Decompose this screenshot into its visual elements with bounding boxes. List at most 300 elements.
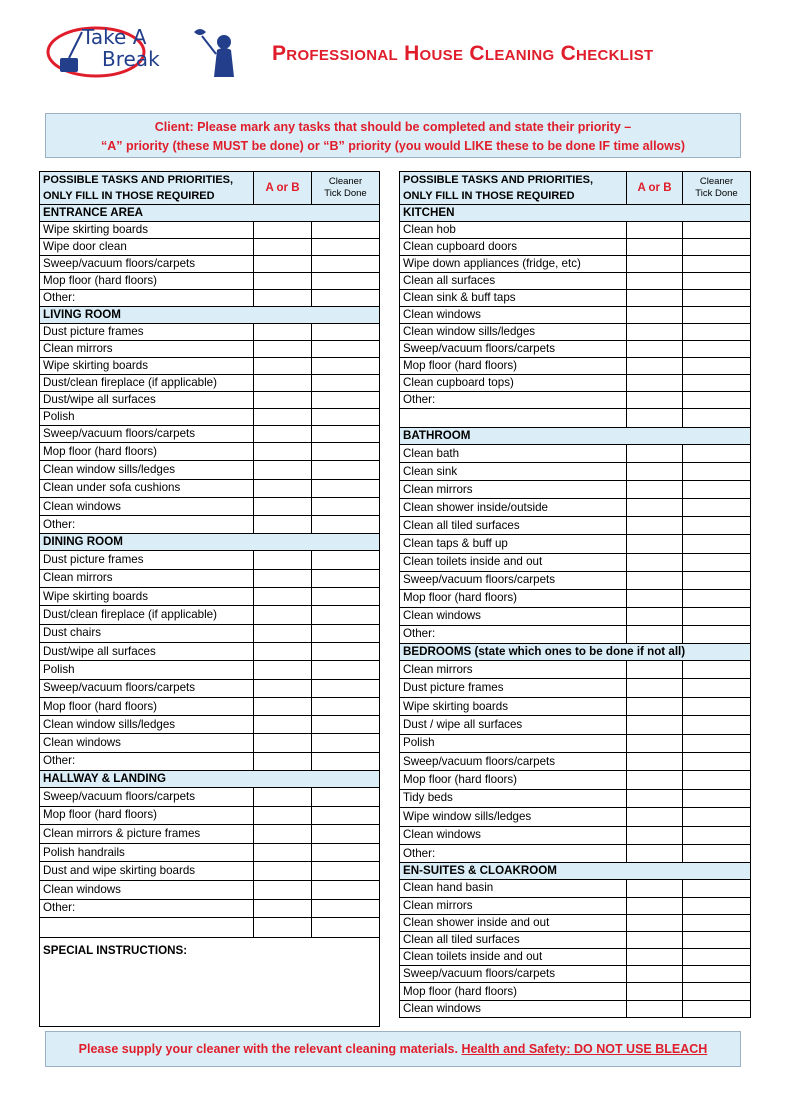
cleaner-tick-cell[interactable] [312, 661, 380, 679]
priority-cell[interactable] [627, 844, 683, 862]
task-label: Other: [400, 625, 627, 643]
task-row [40, 661, 380, 679]
cleaner-tick-cell[interactable] [312, 734, 380, 752]
task-label: Mop floor (hard floors) [40, 697, 254, 715]
task-row [400, 409, 751, 428]
task-label: Mop floor (hard floors) [400, 589, 627, 607]
priority-cell[interactable] [627, 481, 683, 499]
section-header-row [40, 205, 380, 222]
safety-warning: Health and Safety: DO NOT USE BLEACH [461, 1042, 708, 1056]
special-instructions-box[interactable] [40, 958, 380, 1027]
task-label: Clean shower inside and out [400, 914, 627, 931]
task-label: Wipe skirting boards [40, 358, 254, 375]
task-row [400, 949, 751, 966]
priority-cell[interactable] [254, 806, 312, 825]
priority-cell[interactable] [627, 607, 683, 625]
priority-cell[interactable] [254, 752, 312, 770]
cleaner-tick-cell[interactable] [683, 392, 751, 409]
task-row [400, 375, 751, 392]
special-instructions-field[interactable] [40, 958, 380, 1027]
priority-cell[interactable] [627, 239, 683, 256]
section-title: ENTRANCE AREA [40, 205, 380, 222]
task-row [400, 392, 751, 409]
priority-cell[interactable] [254, 642, 312, 660]
logo-text-line2: Break [102, 47, 160, 71]
cleaner-tick-cell[interactable] [683, 341, 751, 358]
cleaner-tick-cell[interactable] [312, 752, 380, 770]
cleaner-tick-cell[interactable] [683, 358, 751, 375]
cleaner-tick-cell[interactable] [312, 806, 380, 825]
cleaner-tick-cell[interactable] [683, 409, 751, 428]
cleaner-tick-cell[interactable] [312, 716, 380, 734]
task-row [400, 625, 751, 643]
cleaner-tick-cell[interactable] [312, 409, 380, 426]
cleaner-tick-cell[interactable] [683, 222, 751, 239]
task-label: Other: [40, 290, 254, 307]
task-label: Clean mirrors & picture frames [40, 825, 254, 844]
task-label: Other: [40, 899, 254, 918]
task-row [400, 290, 751, 307]
cleaner-tick-cell[interactable] [683, 324, 751, 341]
task-label: Clean windows [400, 1000, 627, 1017]
cleaner-tick-cell[interactable] [683, 589, 751, 607]
task-label: Clean taps & buff up [400, 535, 627, 553]
priority-cell[interactable] [627, 290, 683, 307]
priority-cell[interactable] [254, 661, 312, 679]
priority-cell[interactable] [254, 825, 312, 844]
priority-cell[interactable] [627, 358, 683, 375]
priority-cell[interactable] [627, 931, 683, 948]
task-label: Sweep/vacuum floors/carpets [40, 256, 254, 273]
task-label: Polish handrails [40, 843, 254, 862]
task-label: Clean windows [40, 497, 254, 515]
task-row [400, 679, 751, 697]
priority-cell[interactable] [627, 499, 683, 517]
task-row [400, 571, 751, 589]
task-row [400, 771, 751, 789]
priority-cell[interactable] [254, 679, 312, 697]
priority-cell[interactable] [254, 479, 312, 497]
priority-header: A or B [627, 172, 683, 205]
cleaner-tick-cell[interactable] [683, 307, 751, 324]
priority-cell[interactable] [254, 426, 312, 443]
priority-cell[interactable] [627, 341, 683, 358]
task-label: Sweep/vacuum floors/carpets [400, 966, 627, 983]
logo-text-line1: Take A [82, 25, 147, 49]
priority-cell[interactable] [254, 256, 312, 273]
cleaner-tick-cell[interactable] [312, 569, 380, 587]
section-header-row [400, 205, 751, 222]
priority-cell[interactable] [627, 1000, 683, 1017]
priority-cell[interactable] [254, 324, 312, 341]
task-label: Wipe window sills/ledges [400, 808, 627, 826]
cleaner-tick-cell[interactable] [312, 392, 380, 409]
task-row [400, 222, 751, 239]
cleaner-tick-cell[interactable] [312, 642, 380, 660]
cleaner-tick-cell[interactable] [683, 625, 751, 643]
task-label: Mop floor (hard floors) [400, 983, 627, 1000]
task-row [40, 516, 380, 534]
priority-cell[interactable] [254, 375, 312, 392]
task-label: Dust/wipe all surfaces [40, 642, 254, 660]
task-row [40, 918, 380, 938]
cleaner-tick-cell[interactable] [683, 1000, 751, 1017]
cleaner-tick-cell[interactable] [312, 497, 380, 515]
cleaner-tick-cell[interactable] [683, 949, 751, 966]
cleaner-tick-cell[interactable] [312, 375, 380, 392]
task-row [40, 461, 380, 479]
cleaner-tick-cell[interactable] [312, 324, 380, 341]
priority-cell[interactable] [254, 239, 312, 256]
task-label: Sweep/vacuum floors/carpets [400, 571, 627, 589]
priority-cell[interactable] [254, 588, 312, 606]
task-label [400, 409, 627, 428]
task-label: Clean toilets inside and out [400, 949, 627, 966]
task-row [400, 607, 751, 625]
section-title: BEDROOMS (state which ones to be done if not all) [400, 644, 751, 661]
cleaner-tick-cell[interactable] [312, 843, 380, 862]
task-label: Wipe door clean [40, 239, 254, 256]
priority-cell[interactable] [627, 880, 683, 897]
priority-cell[interactable] [627, 752, 683, 770]
task-label: Clean window sills/ledges [40, 716, 254, 734]
task-label: Polish [400, 734, 627, 752]
task-label: Mop floor (hard floors) [400, 771, 627, 789]
task-row [400, 535, 751, 553]
priority-cell[interactable] [627, 463, 683, 481]
task-label: Dust/clean fireplace (if applicable) [40, 375, 254, 392]
priority-cell[interactable] [254, 516, 312, 534]
tasks-header: POSSIBLE TASKS AND PRIORITIES, ONLY FILL IN THOSE REQUIRED [40, 172, 254, 205]
cleaner-tick-cell[interactable] [312, 358, 380, 375]
task-row [400, 826, 751, 844]
priority-cell[interactable] [254, 697, 312, 715]
cleaner-tick-cell[interactable] [312, 551, 380, 569]
cleaner-header: Cleaner Tick Done [683, 172, 751, 205]
task-label: Dust picture frames [40, 324, 254, 341]
section-header-row [400, 863, 751, 880]
task-row [40, 551, 380, 569]
priority-cell[interactable] [627, 716, 683, 734]
cleaner-tick-cell[interactable] [683, 752, 751, 770]
task-row [400, 716, 751, 734]
task-label: Sweep/vacuum floors/carpets [400, 752, 627, 770]
priority-cell[interactable] [254, 409, 312, 426]
priority-cell[interactable] [627, 571, 683, 589]
task-label: Other: [400, 392, 627, 409]
task-row [400, 324, 751, 341]
cleaner-tick-cell[interactable] [683, 553, 751, 571]
task-label: Wipe skirting boards [40, 222, 254, 239]
cleaner-tick-cell[interactable] [683, 983, 751, 1000]
task-label: Other: [40, 516, 254, 534]
task-label: Clean all surfaces [400, 273, 627, 290]
priority-cell[interactable] [627, 983, 683, 1000]
task-row [40, 788, 380, 807]
cleaner-tick-cell[interactable] [312, 862, 380, 881]
cleaner-tick-cell[interactable] [683, 661, 751, 679]
priority-cell[interactable] [254, 273, 312, 290]
cleaner-tick-cell[interactable] [683, 789, 751, 807]
cleaner-tick-cell[interactable] [683, 826, 751, 844]
cleaner-tick-cell[interactable] [683, 463, 751, 481]
task-label: Clean windows [400, 826, 627, 844]
task-row [40, 273, 380, 290]
cleaner-tick-cell[interactable] [312, 918, 380, 938]
priority-cell[interactable] [627, 324, 683, 341]
cleaner-tick-cell[interactable] [312, 239, 380, 256]
priority-cell[interactable] [254, 624, 312, 642]
tasks-header: POSSIBLE TASKS AND PRIORITIES, ONLY FILL IN THOSE REQUIRED [400, 172, 627, 205]
priority-cell[interactable] [627, 697, 683, 715]
priority-cell[interactable] [627, 949, 683, 966]
cleaner-tick-cell[interactable] [312, 899, 380, 918]
priority-cell[interactable] [254, 843, 312, 862]
task-row [400, 661, 751, 679]
notice-line1: Client: Please mark any tasks that should be completed and state their priority – [154, 120, 632, 134]
task-row [400, 517, 751, 535]
cleaner-tick-cell[interactable] [312, 443, 380, 461]
cleaner-tick-cell[interactable] [312, 697, 380, 715]
task-label: Sweep/vacuum floors/carpets [40, 426, 254, 443]
cleaner-tick-cell[interactable] [683, 499, 751, 517]
priority-cell[interactable] [627, 392, 683, 409]
task-label: Wipe skirting boards [400, 697, 627, 715]
task-row [400, 697, 751, 715]
task-row [400, 808, 751, 826]
task-label: Clean windows [400, 607, 627, 625]
cleaner-tick-cell[interactable] [312, 516, 380, 534]
page-title: Professional House Cleaning Checklist [272, 42, 654, 65]
task-row [400, 931, 751, 948]
special-instructions-label-row [40, 938, 380, 959]
section-title: BATHROOM [400, 428, 751, 445]
task-label: Clean mirrors [40, 341, 254, 358]
table-header-row [40, 172, 380, 205]
cleaner-tick-cell[interactable] [683, 445, 751, 463]
priority-cell[interactable] [627, 897, 683, 914]
cleaner-tick-cell[interactable] [683, 808, 751, 826]
cleaner-tick-cell[interactable] [312, 881, 380, 900]
cleaner-tick-cell[interactable] [683, 571, 751, 589]
task-label: Dust picture frames [400, 679, 627, 697]
priority-cell[interactable] [627, 409, 683, 428]
special-instructions-label: SPECIAL INSTRUCTIONS: [40, 938, 380, 959]
priority-cell[interactable] [627, 517, 683, 535]
priority-cell[interactable] [254, 918, 312, 938]
task-label: Other: [40, 752, 254, 770]
cleaner-tick-cell[interactable] [312, 290, 380, 307]
task-row [400, 752, 751, 770]
priority-cell[interactable] [254, 222, 312, 239]
priority-cell[interactable] [627, 589, 683, 607]
task-label: Mop floor (hard floors) [40, 273, 254, 290]
footer-text: Please supply your cleaner with the relevant cleaning materials. [78, 1042, 462, 1056]
section-title: LIVING ROOM [40, 307, 380, 324]
task-label: Sweep/vacuum floors/carpets [40, 788, 254, 807]
priority-cell[interactable] [627, 771, 683, 789]
priority-cell[interactable] [627, 222, 683, 239]
priority-cell[interactable] [254, 551, 312, 569]
task-row [40, 222, 380, 239]
cleaner-tick-cell[interactable] [312, 788, 380, 807]
cleaner-tick-cell[interactable] [312, 588, 380, 606]
task-row [40, 426, 380, 443]
priority-cell[interactable] [254, 899, 312, 918]
cleaner-tick-cell[interactable] [312, 256, 380, 273]
priority-cell[interactable] [254, 569, 312, 587]
cleaner-tick-cell[interactable] [683, 880, 751, 897]
cleaner-tick-cell[interactable] [683, 734, 751, 752]
priority-cell[interactable] [627, 789, 683, 807]
priority-cell[interactable] [627, 256, 683, 273]
cleaner-tick-cell[interactable] [683, 481, 751, 499]
cleaner-tick-cell[interactable] [683, 914, 751, 931]
cleaner-tick-cell[interactable] [683, 716, 751, 734]
cleaner-tick-cell[interactable] [312, 825, 380, 844]
cleaner-tick-cell[interactable] [312, 679, 380, 697]
task-label: Polish [40, 409, 254, 426]
company-logo [44, 22, 254, 90]
cleaner-tick-cell[interactable] [683, 256, 751, 273]
cleaner-tick-cell[interactable] [683, 290, 751, 307]
cleaner-tick-cell[interactable] [683, 517, 751, 535]
cleaner-tick-cell[interactable] [683, 844, 751, 862]
task-row [40, 341, 380, 358]
priority-cell[interactable] [254, 716, 312, 734]
priority-cell[interactable] [254, 788, 312, 807]
task-label: Tidy beds [400, 789, 627, 807]
cleaner-tick-cell[interactable] [312, 341, 380, 358]
section-header-row [40, 534, 380, 551]
task-label: Sweep/vacuum floors/carpets [40, 679, 254, 697]
task-label: Clean mirrors [400, 897, 627, 914]
task-row [40, 679, 380, 697]
task-row [400, 499, 751, 517]
cleaner-tick-cell[interactable] [683, 239, 751, 256]
cleaner-tick-cell[interactable] [683, 697, 751, 715]
cleaner-tick-cell[interactable] [683, 679, 751, 697]
cleaner-tick-cell[interactable] [312, 273, 380, 290]
section-title: HALLWAY & LANDING [40, 771, 380, 788]
cleaner-tick-cell[interactable] [683, 607, 751, 625]
priority-cell[interactable] [627, 826, 683, 844]
cleaner-tick-cell[interactable] [683, 273, 751, 290]
cleaner-header: Cleaner Tick Done [312, 172, 380, 205]
task-row [40, 392, 380, 409]
cleaner-tick-cell[interactable] [312, 222, 380, 239]
priority-cell[interactable] [254, 392, 312, 409]
priority-cell[interactable] [627, 553, 683, 571]
task-row [40, 752, 380, 770]
task-label: Mop floor (hard floors) [400, 358, 627, 375]
task-label: Clean under sofa cushions [40, 479, 254, 497]
priority-cell[interactable] [254, 881, 312, 900]
task-label: Wipe down appliances (fridge, etc) [400, 256, 627, 273]
task-row [400, 481, 751, 499]
cleaner-tick-cell[interactable] [312, 624, 380, 642]
task-label: Clean mirrors [400, 481, 627, 499]
priority-cell[interactable] [627, 914, 683, 931]
priority-cell[interactable] [254, 606, 312, 624]
task-label: Dust chairs [40, 624, 254, 642]
task-label: Clean shower inside/outside [400, 499, 627, 517]
task-label: Dust and wipe skirting boards [40, 862, 254, 881]
task-label: Dust/clean fireplace (if applicable) [40, 606, 254, 624]
task-row [40, 409, 380, 426]
cleaner-tick-cell[interactable] [312, 461, 380, 479]
task-label: Clean cupboard tops) [400, 375, 627, 392]
priority-cell[interactable] [627, 535, 683, 553]
cleaner-tick-cell[interactable] [312, 606, 380, 624]
priority-cell[interactable] [627, 808, 683, 826]
task-label: Clean cupboard doors [400, 239, 627, 256]
task-label: Clean all tiled surfaces [400, 517, 627, 535]
cleaner-tick-cell[interactable] [683, 375, 751, 392]
priority-cell[interactable] [627, 445, 683, 463]
task-row [40, 642, 380, 660]
task-label: Clean window sills/ledges [40, 461, 254, 479]
task-label: Clean mirrors [400, 661, 627, 679]
cleaner-tick-cell[interactable] [683, 535, 751, 553]
task-label [40, 918, 254, 938]
priority-cell[interactable] [254, 497, 312, 515]
task-label: Sweep/vacuum floors/carpets [400, 341, 627, 358]
task-label: Clean hand basin [400, 880, 627, 897]
cleaner-tick-cell[interactable] [683, 771, 751, 789]
cleaner-tick-cell[interactable] [683, 897, 751, 914]
priority-cell[interactable] [627, 625, 683, 643]
priority-cell[interactable] [627, 273, 683, 290]
cleaner-tick-cell[interactable] [312, 426, 380, 443]
priority-cell[interactable] [254, 341, 312, 358]
cleaner-tick-cell[interactable] [312, 479, 380, 497]
task-row [40, 825, 380, 844]
task-row [400, 966, 751, 983]
priority-cell[interactable] [627, 679, 683, 697]
task-label: Mop floor (hard floors) [40, 806, 254, 825]
task-row [40, 569, 380, 587]
task-label: Dust picture frames [40, 551, 254, 569]
priority-cell[interactable] [254, 443, 312, 461]
task-row [40, 324, 380, 341]
section-header-row [40, 307, 380, 324]
priority-cell[interactable] [254, 734, 312, 752]
priority-cell[interactable] [627, 307, 683, 324]
priority-cell[interactable] [627, 966, 683, 983]
priority-cell[interactable] [627, 661, 683, 679]
task-label: Wipe skirting boards [40, 588, 254, 606]
priority-cell[interactable] [627, 375, 683, 392]
task-label: Dust/wipe all surfaces [40, 392, 254, 409]
cleaner-tick-cell[interactable] [683, 966, 751, 983]
task-label: Clean windows [40, 881, 254, 900]
task-row [400, 256, 751, 273]
task-row [400, 553, 751, 571]
priority-cell[interactable] [254, 290, 312, 307]
task-row [400, 358, 751, 375]
task-row [40, 588, 380, 606]
priority-cell[interactable] [254, 461, 312, 479]
task-row [40, 806, 380, 825]
cleaner-tick-cell[interactable] [683, 931, 751, 948]
priority-cell[interactable] [254, 358, 312, 375]
table-header-row [400, 172, 751, 205]
priority-cell[interactable] [627, 734, 683, 752]
priority-cell[interactable] [254, 862, 312, 881]
task-row [400, 983, 751, 1000]
task-row [40, 290, 380, 307]
